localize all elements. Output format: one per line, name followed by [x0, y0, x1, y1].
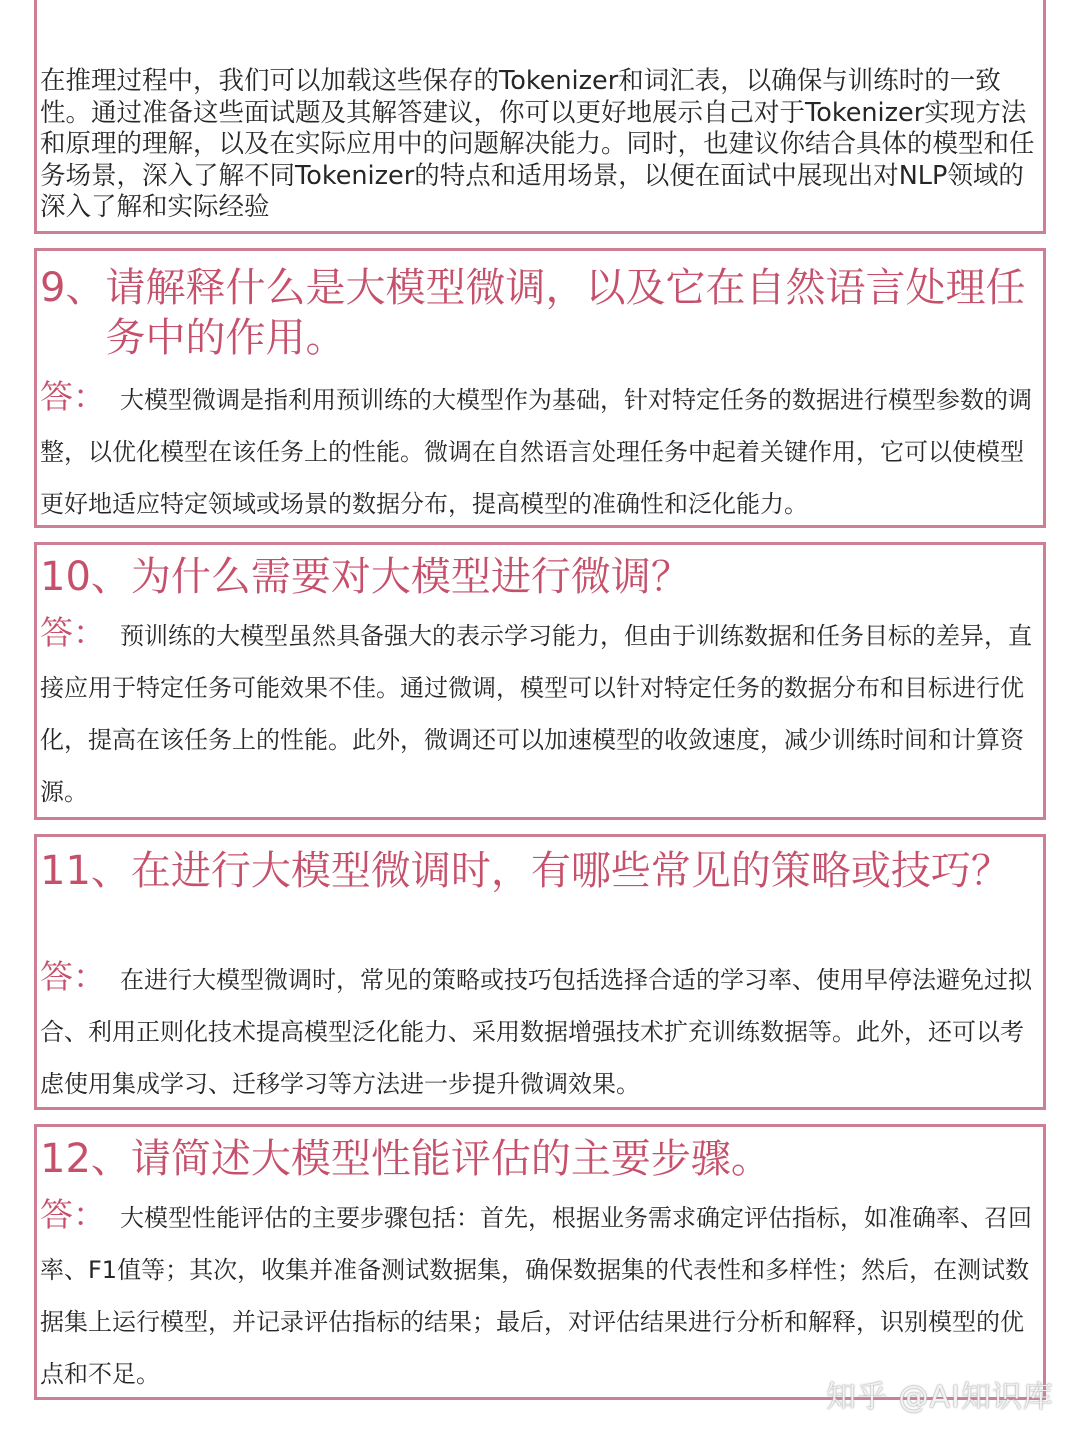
answer-label: 答：: [40, 377, 106, 416]
watermark: 知乎 @AI知识库: [826, 1380, 1054, 1415]
answer-paragraph-10: [40, 607, 1044, 818]
question-card-12: [34, 1124, 1046, 1400]
question-title-10: [40, 553, 1040, 601]
intro-text: 在推理过程中，我们可以加载这些保存的Tokenizer和词汇表，以确保与训练时的一致性。通过准备这些面试题及其解答建议，你可以更好地展示自己对于Tokenizer实现方法和原理的理解，以及在实际应用中的问题解决能力。同时，也建议你结合具体的模型和任务场景，深入了解不同Tokenizer的特点和适用场景，以便在面试中展现出对NLP领域的深入了解和实际经验: [40, 66, 1035, 222]
question-text: 请解释什么是大模型微调，以及它在自然语言处理任务中的作用。: [105, 265, 1026, 361]
question-text: 为什么需要对大模型进行微调？: [130, 554, 691, 600]
question-title-11: [40, 845, 1040, 897]
question-card-9: [34, 248, 1046, 528]
question-number: 11、: [40, 848, 131, 894]
question-card-10: [34, 542, 1046, 820]
question-title-12: [40, 1135, 1040, 1183]
intro-card: [34, 0, 1046, 234]
answer-text: 预训练的大模型虽然具备强大的表示学习能力，但由于训练数据和任务目标的差异，直接应用于特定任务可能效果不佳。通过微调，模型可以针对特定任务的数据分布和目标进行优化，提高在该任务上的性能。此外，微调还可以加速模型的收敛速度，减少训练时间和计算资源。: [40, 622, 1032, 806]
question-number: 9、: [40, 265, 106, 311]
answer-label: 答：: [40, 613, 106, 652]
question-number: 10、: [40, 554, 131, 600]
answer-text: 大模型微调是指利用预训练的大模型作为基础，针对特定任务的数据进行模型参数的调整，以优化模型在该任务上的性能。微调在自然语言处理任务中起着关键作用，它可以使模型更好地适应特定领域或场景的数据分布，提高模型的准确性和泛化能力。: [40, 386, 1032, 518]
answer-text: 大模型性能评估的主要步骤包括：首先，根据业务需求确定评估指标，如准确率、召回率、F1值等；其次，收集并准备测试数据集，确保数据集的代表性和多样性；然后，在测试数据集上运行模型，并记录评估指标的结果；最后，对评估结果进行分析和解释，识别模型的优点和不足。: [40, 1204, 1032, 1388]
answer-paragraph-11: [40, 951, 1044, 1110]
answer-paragraph-9: [40, 371, 1044, 530]
question-number: 12、: [40, 1136, 131, 1182]
answer-label: 答：: [40, 1195, 106, 1234]
question-card-11: [34, 834, 1046, 1110]
answer-text: 在进行大模型微调时，常见的策略或技巧包括选择合适的学习率、使用早停法避免过拟合、利用正则化技术提高模型泛化能力、采用数据增强技术扩充训练数据等。此外，还可以考虑使用集成学习、迁移学习等方法进一步提升微调效果。: [40, 966, 1032, 1098]
answer-paragraph-12: [40, 1189, 1044, 1400]
answer-label: 答：: [40, 957, 106, 996]
question-text: 请简述大模型性能评估的主要步骤。: [130, 1136, 771, 1182]
question-text: 在进行大模型微调时，有哪些常见的策略或技巧？: [130, 848, 1011, 894]
question-title-9: [40, 263, 1040, 363]
